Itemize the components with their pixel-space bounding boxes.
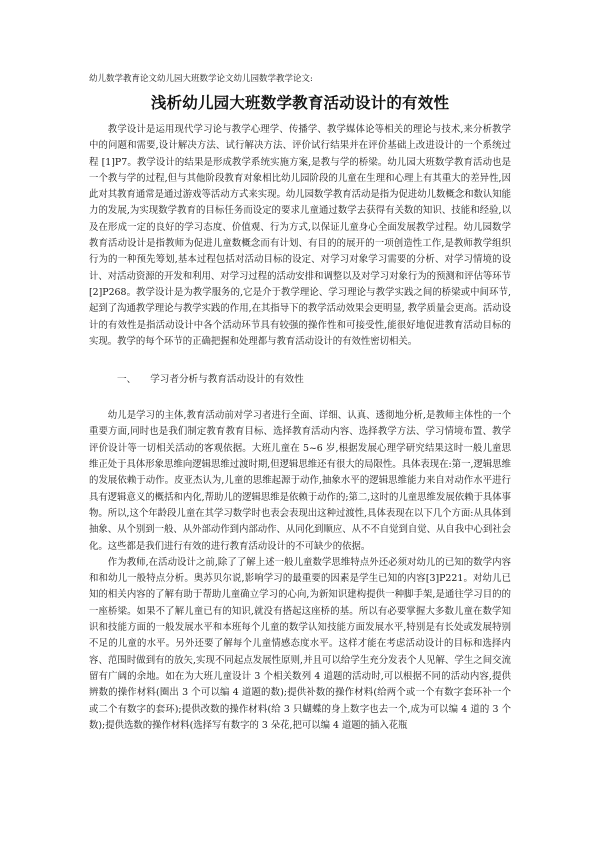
section-1-paragraph-2: 作为教师,在活动设计之前,除了了解上述一般儿童数学思维特点外还必须对幼儿的已知的数学内容和和幼儿一般特点分析。奥苏贝尔说,影响学习的最重要的因素是学生已知的内容[3]P221。对幼儿已知的相关内容的了解有助于帮助儿童确立学习的心向,为新知识建构提供一种脚手架,是通往学习目的的一座桥梁。如果不了解儿童已有的知识,就没有搭起这座桥的基。所以有必要掌握大多数儿童在数学知识和技能方面的一般发展水平和本班每个儿童的数学认知技能方面发展水平,特别是有长处或发展特别不足的儿童的水平。另外还要了解每个儿童情感态度水平。这样才能在考虑活动设计的目标和选择内容、范围时做到有的放矢,实现不同起点发展性原则,并且可以给学生充分发表个人见解、学生之间交流留有广阔的余地。如在为大班儿童设计 3 个相关数列 4 道题的活动时,可以根据不同的活动内容,提供辨数的操作材料(圈出 3 个可以编 4 道题的数);提供补数的操作材料(给两个或一个有数字套环补一个或二个有数字的套环);提供改数的操作材料(给 3 只蝴蝶的身上数字也去一个,成为可以编 4 道的 3 个数);提供选数的操作材料(选择写有数字的 3 朵花,把可以编 4 道题的插入花瓶 [89,556,511,731]
intro-paragraph: 教学设计是运用现代学习论与教学心理学、传播学、教学媒体论等相关的理论与技术,来分析教学中的问题和需要,设计解决方法、试行解决方法、评价试行结果并在评价基础上改进设计的一个系统过程 [1]P7。教学设计的结果是形成教学系统实施方案,是教与学的桥梁。幼儿园大班数学教育活动也是一个教与学的过程,但与其他阶段教育对象相比幼儿园阶段的儿童在生理和心理上有其重大的差异性,因此对其教育通常是通过游戏等活动方式来实现。幼儿园数学教育活动是指为促进幼儿数概念和数认知能力的发展,为实现数学教育的目标任务而设定的要求儿童通过数学去获得有关数的知识、技能和经验,以及在形成一定的良好的学习态度、价值观、行为方式,以保证儿童身心全面发展教学过程。幼儿园数学教育活动设计是指教师为促进儿童数概念而有计划、有目的的展开的一项创造性工作,是教师教学组织行为的一种预先筹划,基本过程包括对活动目标的设定、对学习对象学习需要的分析、对学习情境的设计、对活动资源的开发和利用、对学习过程的活动安排和调整以及对学习对象行为的预测和评估等环节[2]P268。教学设计是为教学服务的,它是介于教学理论、学习理论与教学实践之间的桥梁或中间环节, 起到了沟通教学理论与教学实践的作用,在其指导下的教学活动效果会更明显, 教学质量会更高。活动设计的有效性是指活动设计中各个活动环节具有较强的操作性和可接受性,能很好地促进教育活动目标的实现。教学的每个环节的正确把握和处理都与教育活动设计的有效性密切相关。 [89,124,511,347]
header-line: 幼儿数学教育论文幼儿园大班数学论文幼儿园数学教学论文: [89,74,313,84]
page-title: 浅析幼儿园大班数学教育活动设计的有效性 [150,93,450,112]
document-page [89,72,511,734]
section-heading-text: 学习者分析与教育活动设计的有效性 [150,374,304,386]
section-heading-1 [89,372,511,388]
section-number: 一、 [117,374,137,386]
section-1-paragraph-1: 幼儿是学习的主体,教育活动前对学习者进行全面、详细、认真、透彻地分析,是教师主体性的一个重要方面,同时也是我们制定教育教育目标、选择教育活动内容、选择教学方法、学习情境布置、教学评价设计等一切相关活动的客观依据。大班儿童在 5~6 岁,根据发展心理学研究结果这时一般儿童思维正处于具体形象思维向逻辑思维过渡时期,但逻辑思维还有很大的局限性。具体表现在:第一,逻辑思维的发展依赖于动作。皮亚杰认为,儿童的思维起源于动作,抽象水平的逻辑思维能力来自对动作水平进行具有逻辑意义的概括和内化,帮助儿的逻辑思维是依赖于动作的;第二,这时的儿童思维发展依赖于具体事物。所以,这个年龄段儿童在其学习数学时也表会表现出这种过渡性,具体表现在以下几个方面:从具体到抽象、从个别到一般、从外部动作到内部动作、从同化到顺应、从不不自觉到自觉、从自我中心到社会化。这些都是我们进行有效的进行教育活动设计的不可缺少的依据。 [89,410,511,552]
